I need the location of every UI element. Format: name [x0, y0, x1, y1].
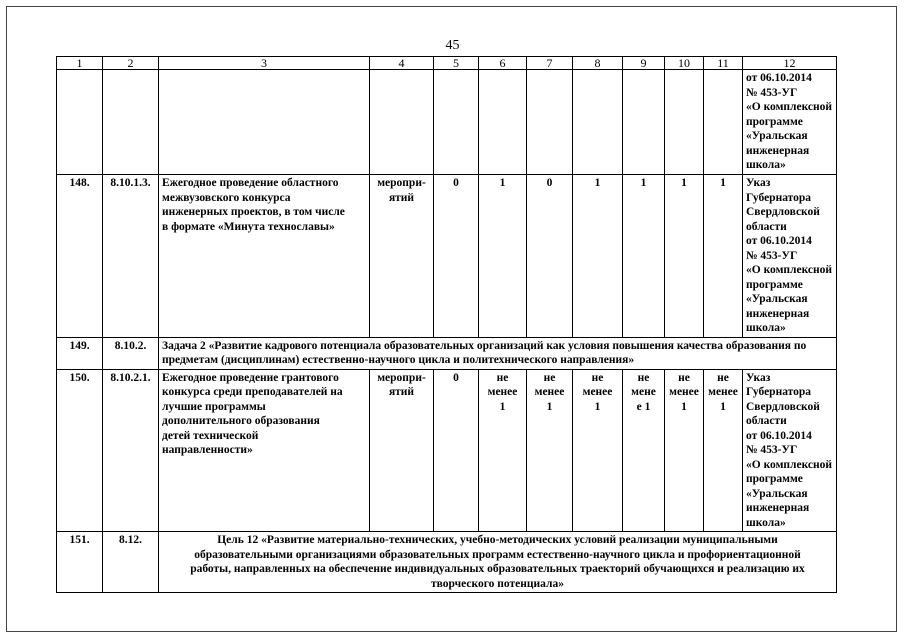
unit-cell: меропри- ятий: [370, 175, 434, 338]
goal-cell: Цель 12 «Развитие материально-технических, учебно-методических условий реализации муниципальными образовательными организациями образовательных программ естественно-научного цикла и профориентационной работы, направленных на обеспечение индивидуальных образовательных траекторий обучающихся и реализацию их творческого потенциала»: [159, 532, 837, 593]
row-number: 148.: [57, 175, 103, 338]
header-cell: 6: [479, 57, 527, 70]
table-row-148: [57, 175, 837, 338]
row-number: 149.: [57, 337, 103, 369]
header-cell: 9: [623, 57, 665, 70]
header-cell: 10: [665, 57, 704, 70]
table-row-150: [57, 369, 837, 532]
measure-name: Ежегодное проведение грантового конкурса среди преподавателей на лучшие программы дополнительного образования детей технической направленности»: [159, 369, 370, 532]
value-cell: 0: [434, 175, 479, 338]
row-code: 8.10.2.1.: [103, 369, 159, 532]
row-number: 150.: [57, 369, 103, 532]
task-cell: Задача 2 «Развитие кадрового потенциала образовательных организаций как условия повышения качества образования по предметам (дисциплинам) естественно-научного цикла и политехнического направления»: [159, 337, 837, 369]
row-code: 8.12.: [103, 532, 159, 593]
basis-cell: от 06.10.2014 № 453-УГ «О комплексной программе «Уральская инженерная школа»: [743, 70, 837, 175]
row-number: 151.: [57, 532, 103, 593]
header-cell: 7: [527, 57, 573, 70]
header-cell: 11: [704, 57, 743, 70]
value-cell: 1: [623, 175, 665, 338]
header-cell: 5: [434, 57, 479, 70]
unit-cell: меропри- ятий: [370, 369, 434, 532]
value-cell: не менее 1: [527, 369, 573, 532]
row-code: 8.10.2.: [103, 337, 159, 369]
value-cell: 1: [704, 175, 743, 338]
row-code: 8.10.1.3.: [103, 175, 159, 338]
value-cell: 0: [434, 369, 479, 532]
basis-cell: Указ Губернатора Свердловской области от 06.10.2014 № 453-УГ «О комплексной программе «Уральская инженерная школа»: [743, 369, 837, 532]
value-cell: 0: [527, 175, 573, 338]
value-cell: не менее 1: [665, 369, 704, 532]
header-cell: 2: [103, 57, 159, 70]
header-cell: 3: [159, 57, 370, 70]
value-cell: не менее 1: [573, 369, 623, 532]
value-cell: 1: [665, 175, 704, 338]
header-cell: 1: [57, 57, 103, 70]
value-cell: 1: [573, 175, 623, 338]
data-table: [56, 56, 837, 593]
value-cell: не менее 1: [479, 369, 527, 532]
value-cell: 1: [479, 175, 527, 338]
value-cell: не мене е 1: [623, 369, 665, 532]
header-cell: 4: [370, 57, 434, 70]
basis-cell: Указ Губернатора Свердловской области от 06.10.2014 № 453-УГ «О комплексной программе «Уральская инженерная школа»: [743, 175, 837, 338]
header-cell: 12: [743, 57, 837, 70]
page-number: 45: [445, 38, 460, 53]
header-row: [57, 57, 837, 70]
measure-name: Ежегодное проведение областного межвузовского конкурса инженерных проектов, в том числе в формате «Минута технославы»: [159, 175, 370, 338]
value-cell: не менее 1: [704, 369, 743, 532]
table-row-149: [57, 337, 837, 369]
table-row-continuation: [57, 70, 837, 175]
header-cell: 8: [573, 57, 623, 70]
table-row-151: [57, 532, 837, 593]
